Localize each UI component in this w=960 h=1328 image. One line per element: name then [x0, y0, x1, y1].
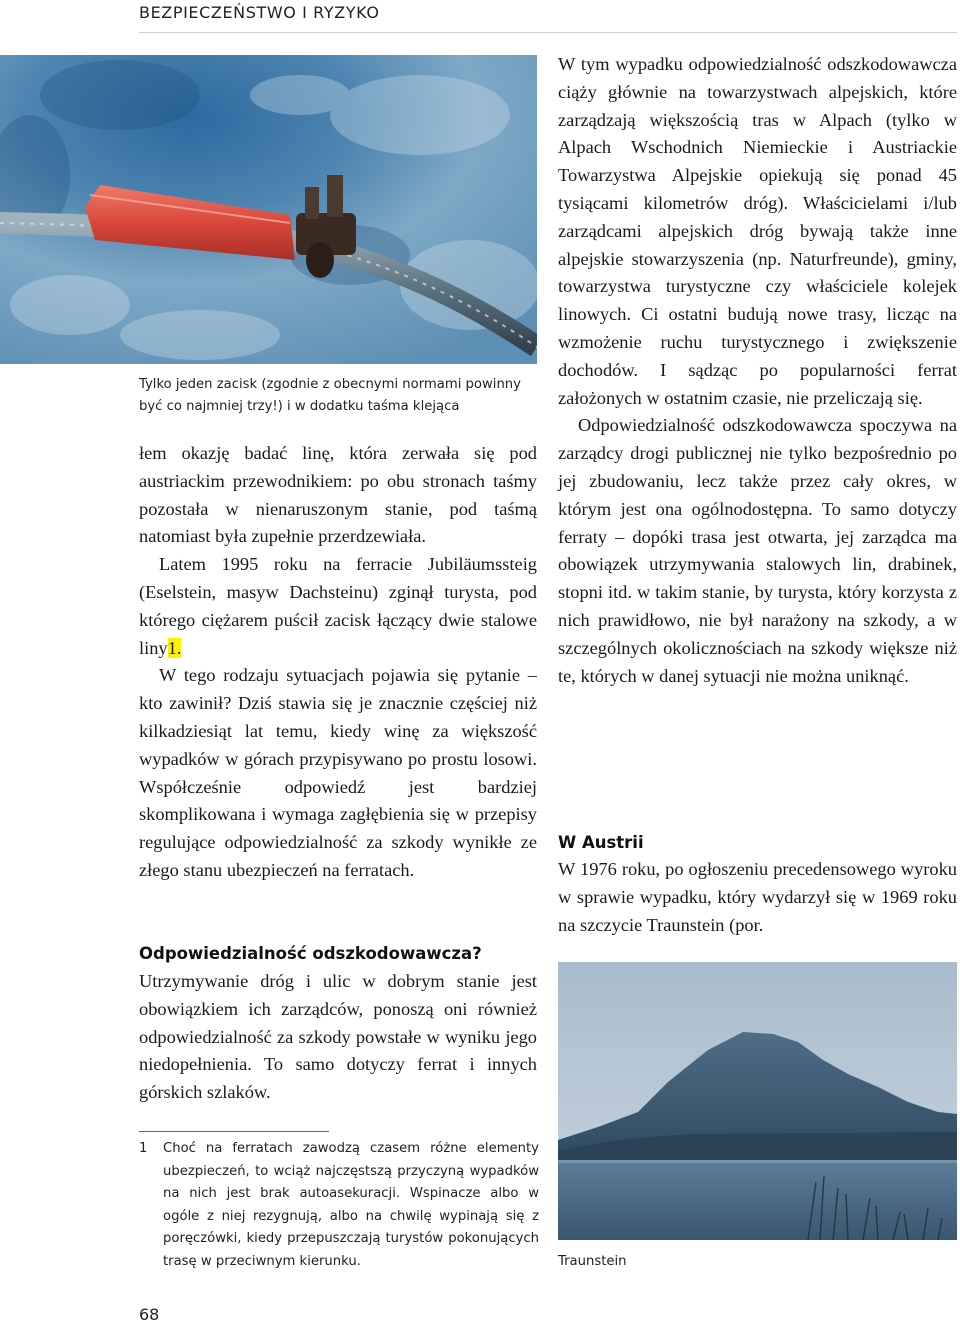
- paragraph: W tego rodzaju sytuacjach pojawia się pytanie – kto zawinił? Dziś stawia się je znacznie częściej niż kilkadziesiąt lat temu, kiedy winę za większość wypadków w górach przypisywano po prostu losowi. Współcześnie odpowiedź jest bardziej skomplikowana i wymaga zagłębienia się w przepisy regulujące odpowiedzialność za szkody wynikłe ze złego stanu ubezpieczeń na ferratach.: [139, 665, 537, 880]
- footnote: [139, 1138, 539, 1274]
- section-heading: W Austrii: [558, 833, 644, 852]
- running-header: [139, 0, 957, 33]
- paragraph: [139, 551, 537, 662]
- paragraph: Odpowiedzialność odszkodowawcza spoczywa na zarządcy drogi publicznej nie tylko bezpośrednio po jej zbudowaniu, lecz także przez cały okres, w którym jest ona ogólnodostępna. To samo dotyczy ferraty – dopóki trasa jest otwarta, jej zarządca ma obowiązek utrzymywania stalowych lin, drabinek, stopni itd. w takim stanie, by turysta, który korzysta z nich prawidłowo, nie był narażony na szkody, a w szczególnych okolicznościach na szkody większe niż te, których w danej sytuacji nie można uniknąć.: [558, 415, 957, 686]
- paragraph: Utrzymywanie dróg i ulic w dobrym stanie jest obowiązkiem ich zarządców, ponoszą oni również odpowiedzialność za szkody powstałe w wyniku jego niedopełnienia. To samo dotyczy ferrat i innych górskich szlaków.: [139, 971, 537, 1103]
- footnote-divider: [139, 1131, 329, 1132]
- footnote-text: Choć na ferratach zawodzą czasem różne elementy ubezpieczeń, to wciąż najczęstszą przyczyną wypadków na nich jest brak autoasekuracji. Wspinacze albo w ogóle z niej rezygnują, albo na chwilę wypinają się z poręczówki, kiedy przepuszczają turystów pokonujących trasę w przeciwnym kierunku.: [163, 1141, 539, 1269]
- photo-cable-clamp: [0, 55, 537, 364]
- paragraph: łem okazję badać linę, która zerwała się pod austriackim przewodnikiem: po obu stronach taśmy pozostała w nienaruszonym stanie, pod taśmą natomiast była zupełnie przerdzewiała.: [139, 443, 537, 547]
- paragraph-text: Latem 1995 roku na ferracie Jubiläumssteig (Eselstein, masyw Dachsteinu) zginął turysta, pod którego ciężarem puścił zacisk łączący dwie stalowe liny: [139, 554, 537, 658]
- page-number: 68: [139, 1305, 160, 1324]
- left-column-text: [139, 440, 537, 885]
- photo-traunstein: [558, 962, 957, 1240]
- right-column-text-continued: [558, 856, 957, 939]
- section-heading: Odpowiedzialność odszkodowawcza?: [139, 944, 482, 963]
- running-title: BEZPIECZEŃSTWO I RYZYKO: [139, 3, 380, 22]
- caption-cable-clamp: Tylko jeden zacisk (zgodnie z obecnymi normami powinny być co najmniej trzy!) i w dodatku taśma klejąca: [139, 377, 521, 414]
- caption-traunstein: Traunstein: [558, 1254, 627, 1269]
- right-column-text: [558, 51, 957, 690]
- footnote-reference[interactable]: 1.: [167, 637, 182, 658]
- left-column-text-continued: [139, 968, 537, 1107]
- paragraph: W 1976 roku, po ogłoszeniu precedensowego wyroku w sprawie wypadku, który wydarzył się w 1969 roku na szczycie Traunstein (por.: [558, 859, 957, 935]
- paragraph: W tym wypadku odpowiedzialność odszkodowawcza ciąży głównie na towarzystwach alpejskich, które zarządzają większością tras w Alpach (tylko w Alpach Wschodnich Niemieckie i Austriackie Towarzystwa Alpejskie opiekują się ponad 45 tysiącami kilometrów dróg). Właścicielami i/lub zarządcami alpejskich dróg bywają także inne alpejskie stowarzyszenia (np. Naturfreunde), gminy, towarzystwa turystyczne czy właściciele kolejek linowych. Ci ostatni budują nowe trasy, licząc na wzmożenie ruchu turystycznego i zwiększenie dochodów. I sądząc po popularności ferrat założonych w ostatnim czasie, nie przeliczają się.: [558, 54, 957, 408]
- footnote-number: 1: [139, 1141, 148, 1156]
